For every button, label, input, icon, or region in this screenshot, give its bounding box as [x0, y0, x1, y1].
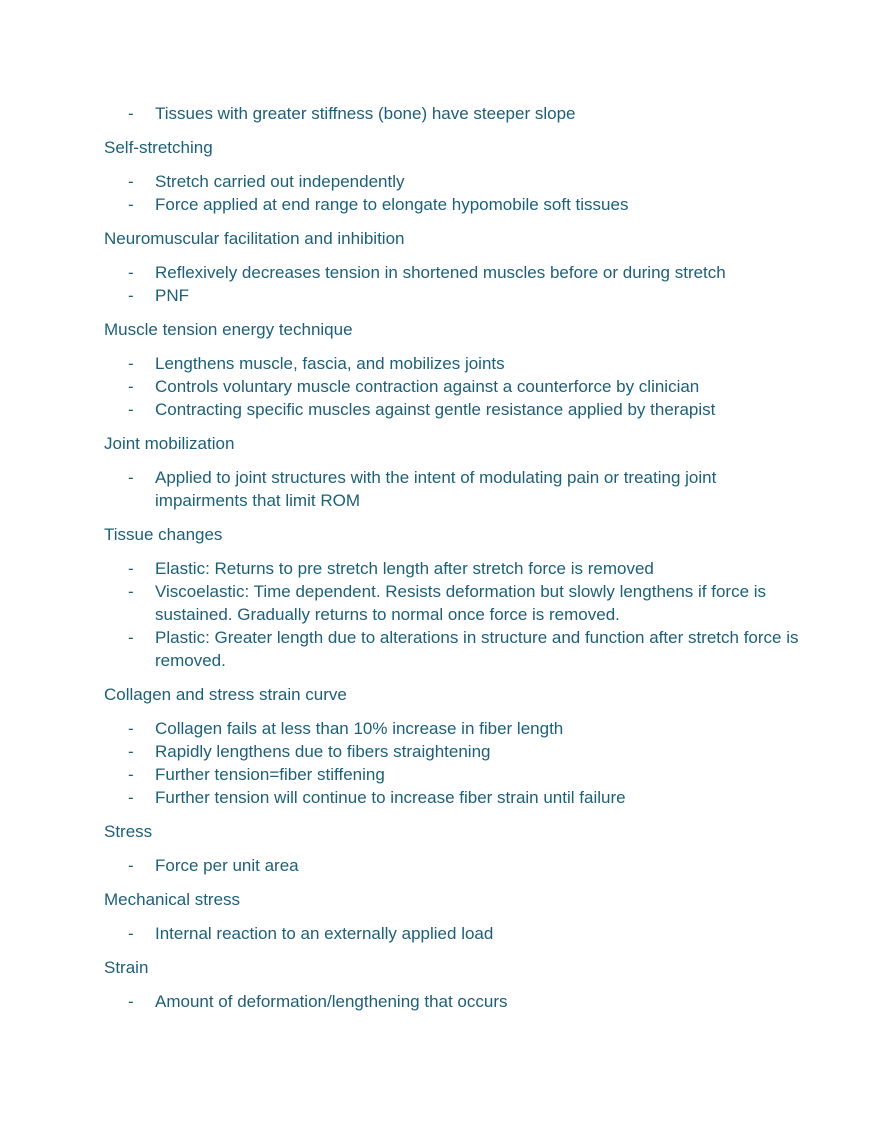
section-heading: Strain: [104, 958, 149, 977]
bullet-list: [104, 854, 804, 877]
section-heading: Self-stretching: [104, 138, 213, 157]
dash-bullet-icon: -: [128, 286, 134, 305]
list-item: [104, 170, 804, 193]
list-item-text: Viscoelastic: Time dependent. Resists deformation but slowly lengthens if force is sustained. Gradually returns to normal once force is removed.: [155, 582, 767, 624]
dash-bullet-icon: -: [128, 924, 134, 943]
list-item-text: Controls voluntary muscle contraction against a counterforce by clinician: [155, 377, 700, 396]
list-item-text: Force per unit area: [155, 856, 299, 875]
dash-bullet-icon: -: [128, 354, 134, 373]
list-item: [104, 375, 804, 398]
list-item-text: Internal reaction to an externally applied load: [155, 924, 494, 943]
dash-bullet-icon: -: [128, 195, 134, 214]
bullet-list: [104, 352, 804, 421]
list-item: [104, 786, 804, 809]
dash-bullet-icon: -: [128, 788, 134, 807]
dash-bullet-icon: -: [128, 263, 134, 282]
list-item: [104, 261, 804, 284]
list-item-text: Amount of deformation/lengthening that occurs: [155, 992, 508, 1011]
dash-bullet-icon: -: [128, 400, 134, 419]
bullet-list: [104, 557, 804, 672]
bullet-list: [104, 102, 804, 125]
list-item-text: Applied to joint structures with the intent of modulating pain or treating joint impairments that limit ROM: [155, 468, 717, 510]
bullet-list: [104, 990, 804, 1013]
list-item: [104, 922, 804, 945]
list-item-text: Contracting specific muscles against gentle resistance applied by therapist: [155, 400, 716, 419]
dash-bullet-icon: -: [128, 468, 134, 487]
dash-bullet-icon: -: [128, 765, 134, 784]
dash-bullet-icon: -: [128, 719, 134, 738]
section-heading: Tissue changes: [104, 525, 223, 544]
section-heading: Mechanical stress: [104, 890, 241, 909]
section-heading: Collagen and stress strain curve: [104, 685, 347, 704]
bullet-list: [104, 466, 804, 512]
bullet-list: [104, 261, 804, 307]
list-item: [104, 580, 804, 626]
dash-bullet-icon: -: [128, 742, 134, 761]
section-heading: Muscle tension energy technique: [104, 320, 353, 339]
list-item-text: Lengthens muscle, fascia, and mobilizes joints: [155, 354, 505, 373]
list-item-text: Tissues with greater stiffness (bone) have steeper slope: [155, 104, 576, 123]
list-item-text: Collagen fails at less than 10% increase in fiber length: [155, 719, 564, 738]
bullet-list: [104, 922, 804, 945]
dash-bullet-icon: -: [128, 992, 134, 1011]
list-item: [104, 990, 804, 1013]
dash-bullet-icon: -: [128, 172, 134, 191]
list-item: [104, 352, 804, 375]
section-heading: Joint mobilization: [104, 434, 235, 453]
list-item-text: Further tension=fiber stiffening: [155, 765, 385, 784]
list-item: [104, 854, 804, 877]
dash-bullet-icon: -: [128, 377, 134, 396]
list-item: [104, 193, 804, 216]
bullet-list: [104, 170, 804, 216]
list-item: [104, 102, 804, 125]
list-item: [104, 466, 804, 512]
list-item: [104, 557, 804, 580]
section-heading: Neuromuscular facilitation and inhibition: [104, 229, 405, 248]
list-item-text: PNF: [155, 286, 189, 305]
list-item: [104, 626, 804, 672]
list-item: [104, 740, 804, 763]
list-item-text: Rapidly lengthens due to fibers straightening: [155, 742, 491, 761]
list-item-text: Stretch carried out independently: [155, 172, 405, 191]
list-item: [104, 398, 804, 421]
dash-bullet-icon: -: [128, 559, 134, 578]
notes-content: [104, 102, 804, 1024]
dash-bullet-icon: -: [128, 628, 134, 647]
list-item-text: Reflexively decreases tension in shortened muscles before or during stretch: [155, 263, 726, 282]
bullet-list: [104, 717, 804, 809]
dash-bullet-icon: -: [128, 856, 134, 875]
list-item-text: Plastic: Greater length due to alterations in structure and function after stretch force is removed.: [155, 628, 799, 670]
list-item: [104, 763, 804, 786]
dash-bullet-icon: -: [128, 104, 134, 123]
list-item-text: Further tension will continue to increase fiber strain until failure: [155, 788, 626, 807]
list-item: [104, 717, 804, 740]
dash-bullet-icon: -: [128, 582, 134, 601]
section-heading: Stress: [104, 822, 153, 841]
list-item-text: Elastic: Returns to pre stretch length after stretch force is removed: [155, 559, 654, 578]
list-item: [104, 284, 804, 307]
list-item-text: Force applied at end range to elongate hypomobile soft tissues: [155, 195, 629, 214]
